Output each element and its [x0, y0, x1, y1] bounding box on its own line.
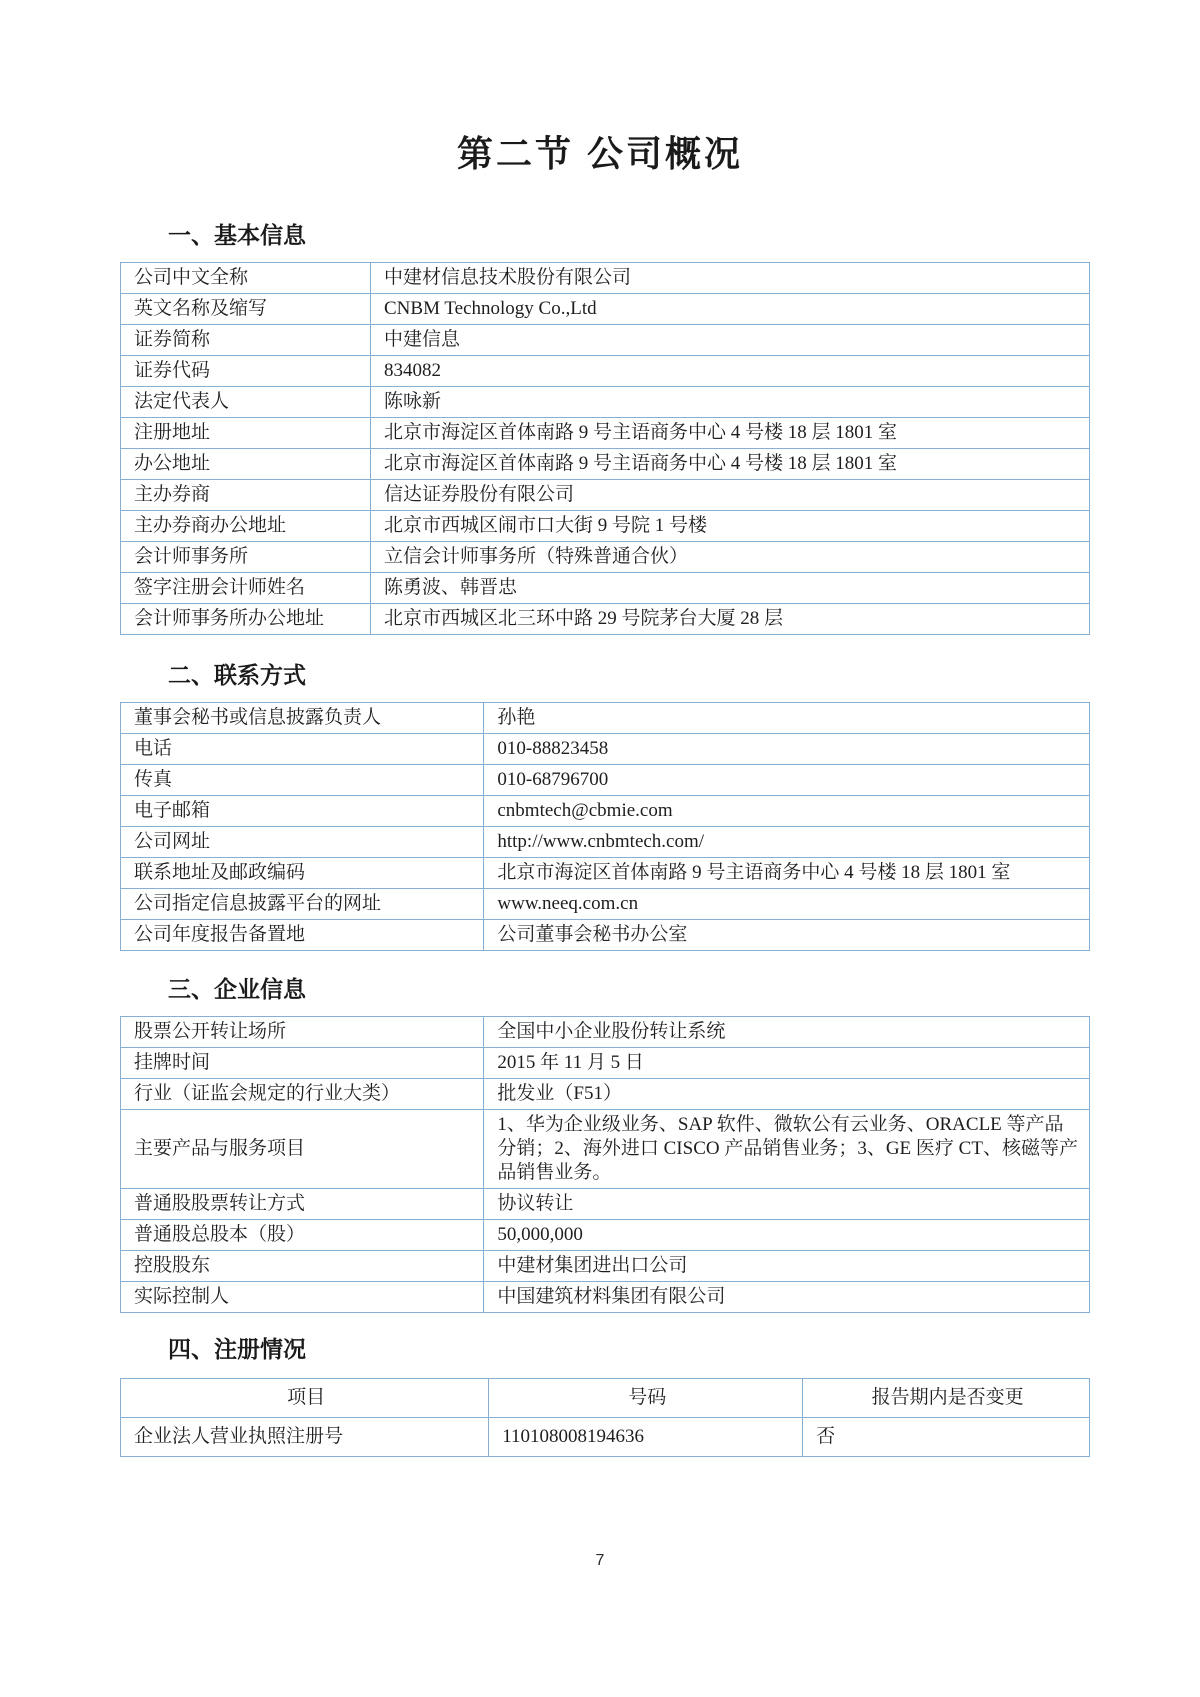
row-label: 主办券商办公地址 — [121, 511, 371, 542]
basic-info-table — [120, 262, 1090, 635]
row-value: 立信会计师事务所（特殊普通合伙） — [371, 542, 1090, 573]
row-value: 批发业（F51） — [484, 1079, 1090, 1110]
row-value: 中国建筑材料集团有限公司 — [484, 1282, 1090, 1313]
row-label: 证券简称 — [121, 325, 371, 356]
contact-info-table — [120, 702, 1090, 951]
table-row — [121, 511, 1090, 542]
table-row — [121, 796, 1090, 827]
row-value: 北京市西城区闹市口大街 9 号院 1 号楼 — [371, 511, 1090, 542]
row-value: 北京市海淀区首体南路 9 号主语商务中心 4 号楼 18 层 1801 室 — [371, 418, 1090, 449]
table-row — [121, 604, 1090, 635]
table-row — [121, 294, 1090, 325]
table-row — [121, 1048, 1090, 1079]
table-row — [121, 1282, 1090, 1313]
table-header-row — [121, 1379, 1090, 1418]
table-row — [121, 1110, 1090, 1189]
table-row — [121, 418, 1090, 449]
table-row — [121, 734, 1090, 765]
row-label: 办公地址 — [121, 449, 371, 480]
row-value: 全国中小企业股份转让系统 — [484, 1017, 1090, 1048]
table-row — [121, 449, 1090, 480]
row-label: 主办券商 — [121, 480, 371, 511]
row-value: 中建材信息技术股份有限公司 — [371, 263, 1090, 294]
row-label: 主要产品与服务项目 — [121, 1110, 484, 1189]
registration-info-table — [120, 1378, 1090, 1457]
row-label: 会计师事务所 — [121, 542, 371, 573]
row-label: 挂牌时间 — [121, 1048, 484, 1079]
row-value: 834082 — [371, 356, 1090, 387]
row-value: 协议转让 — [484, 1189, 1090, 1220]
row-value: 陈咏新 — [371, 387, 1090, 418]
row-value: 信达证券股份有限公司 — [371, 480, 1090, 511]
row-label: 注册地址 — [121, 418, 371, 449]
page-number: 7 — [595, 1552, 605, 1569]
row-label: 电子邮箱 — [121, 796, 484, 827]
row-item: 企业法人营业执照注册号 — [121, 1418, 489, 1457]
table-row — [121, 542, 1090, 573]
table-row — [121, 703, 1090, 734]
page-title: 第二节 公司概况 — [456, 133, 743, 174]
row-label: 法定代表人 — [121, 387, 371, 418]
table-row — [121, 356, 1090, 387]
column-header-item: 项目 — [121, 1379, 489, 1418]
row-label: 公司网址 — [121, 827, 484, 858]
row-label: 公司中文全称 — [121, 263, 371, 294]
row-value: 北京市海淀区首体南路 9 号主语商务中心 4 号楼 18 层 1801 室 — [371, 449, 1090, 480]
row-value: CNBM Technology Co.,Ltd — [371, 294, 1090, 325]
table-row — [121, 1079, 1090, 1110]
row-value: 陈勇波、韩晋忠 — [371, 573, 1090, 604]
section-heading-contact-info: 二、联系方式 — [168, 662, 306, 688]
row-label: 普通股总股本（股） — [121, 1220, 484, 1251]
row-label: 证券代码 — [121, 356, 371, 387]
table-row — [121, 387, 1090, 418]
row-value: www.neeq.com.cn — [484, 889, 1090, 920]
column-header-number: 号码 — [489, 1379, 803, 1418]
table-row — [121, 1251, 1090, 1282]
section-heading-registration-info: 四、注册情况 — [168, 1336, 306, 1362]
row-value: 公司董事会秘书办公室 — [484, 920, 1090, 951]
row-value: 北京市西城区北三环中路 29 号院茅台大厦 28 层 — [371, 604, 1090, 635]
row-label: 公司指定信息披露平台的网址 — [121, 889, 484, 920]
table-row — [121, 480, 1090, 511]
row-value: 北京市海淀区首体南路 9 号主语商务中心 4 号楼 18 层 1801 室 — [484, 858, 1090, 889]
row-label: 签字注册会计师姓名 — [121, 573, 371, 604]
section-heading-enterprise-info: 三、企业信息 — [168, 976, 306, 1002]
table-row — [121, 889, 1090, 920]
row-label: 英文名称及缩写 — [121, 294, 371, 325]
table-row — [121, 1220, 1090, 1251]
row-number: 110108008194636 — [489, 1418, 803, 1457]
row-label: 电话 — [121, 734, 484, 765]
row-label: 股票公开转让场所 — [121, 1017, 484, 1048]
row-label: 会计师事务所办公地址 — [121, 604, 371, 635]
row-changed: 否 — [803, 1418, 1090, 1457]
row-label: 公司年度报告备置地 — [121, 920, 484, 951]
row-label: 行业（证监会规定的行业大类） — [121, 1079, 484, 1110]
row-label: 董事会秘书或信息披露负责人 — [121, 703, 484, 734]
page-content — [0, 217, 1200, 1457]
row-value: 中建信息 — [371, 325, 1090, 356]
enterprise-info-table — [120, 1016, 1090, 1313]
row-value: 2015 年 11 月 5 日 — [484, 1048, 1090, 1079]
table-row — [121, 858, 1090, 889]
table-row — [121, 827, 1090, 858]
section-heading-basic-info: 一、基本信息 — [168, 222, 306, 248]
table-row — [121, 325, 1090, 356]
table-row — [121, 1418, 1090, 1457]
table-row — [121, 1017, 1090, 1048]
row-value: 孙艳 — [484, 703, 1090, 734]
table-row — [121, 263, 1090, 294]
row-label: 控股股东 — [121, 1251, 484, 1282]
row-label: 联系地址及邮政编码 — [121, 858, 484, 889]
row-value: 中建材集团进出口公司 — [484, 1251, 1090, 1282]
row-value: http://www.cnbmtech.com/ — [484, 827, 1090, 858]
row-label: 传真 — [121, 765, 484, 796]
row-value: 1、华为企业级业务、SAP 软件、微软公有云业务、ORACLE 等产品分销；2、海外进口 CISCO 产品销售业务；3、GE 医疗 CT、核磁等产品销售业务。 — [484, 1110, 1090, 1189]
row-label: 普通股股票转让方式 — [121, 1189, 484, 1220]
table-row — [121, 1189, 1090, 1220]
column-header-changed: 报告期内是否变更 — [803, 1379, 1090, 1418]
row-value: 010-88823458 — [484, 734, 1090, 765]
table-row — [121, 573, 1090, 604]
table-row — [121, 765, 1090, 796]
row-value: 50,000,000 — [484, 1220, 1090, 1251]
row-label: 实际控制人 — [121, 1282, 484, 1313]
table-row — [121, 920, 1090, 951]
row-value: 010-68796700 — [484, 765, 1090, 796]
row-value: cnbmtech@cbmie.com — [484, 796, 1090, 827]
